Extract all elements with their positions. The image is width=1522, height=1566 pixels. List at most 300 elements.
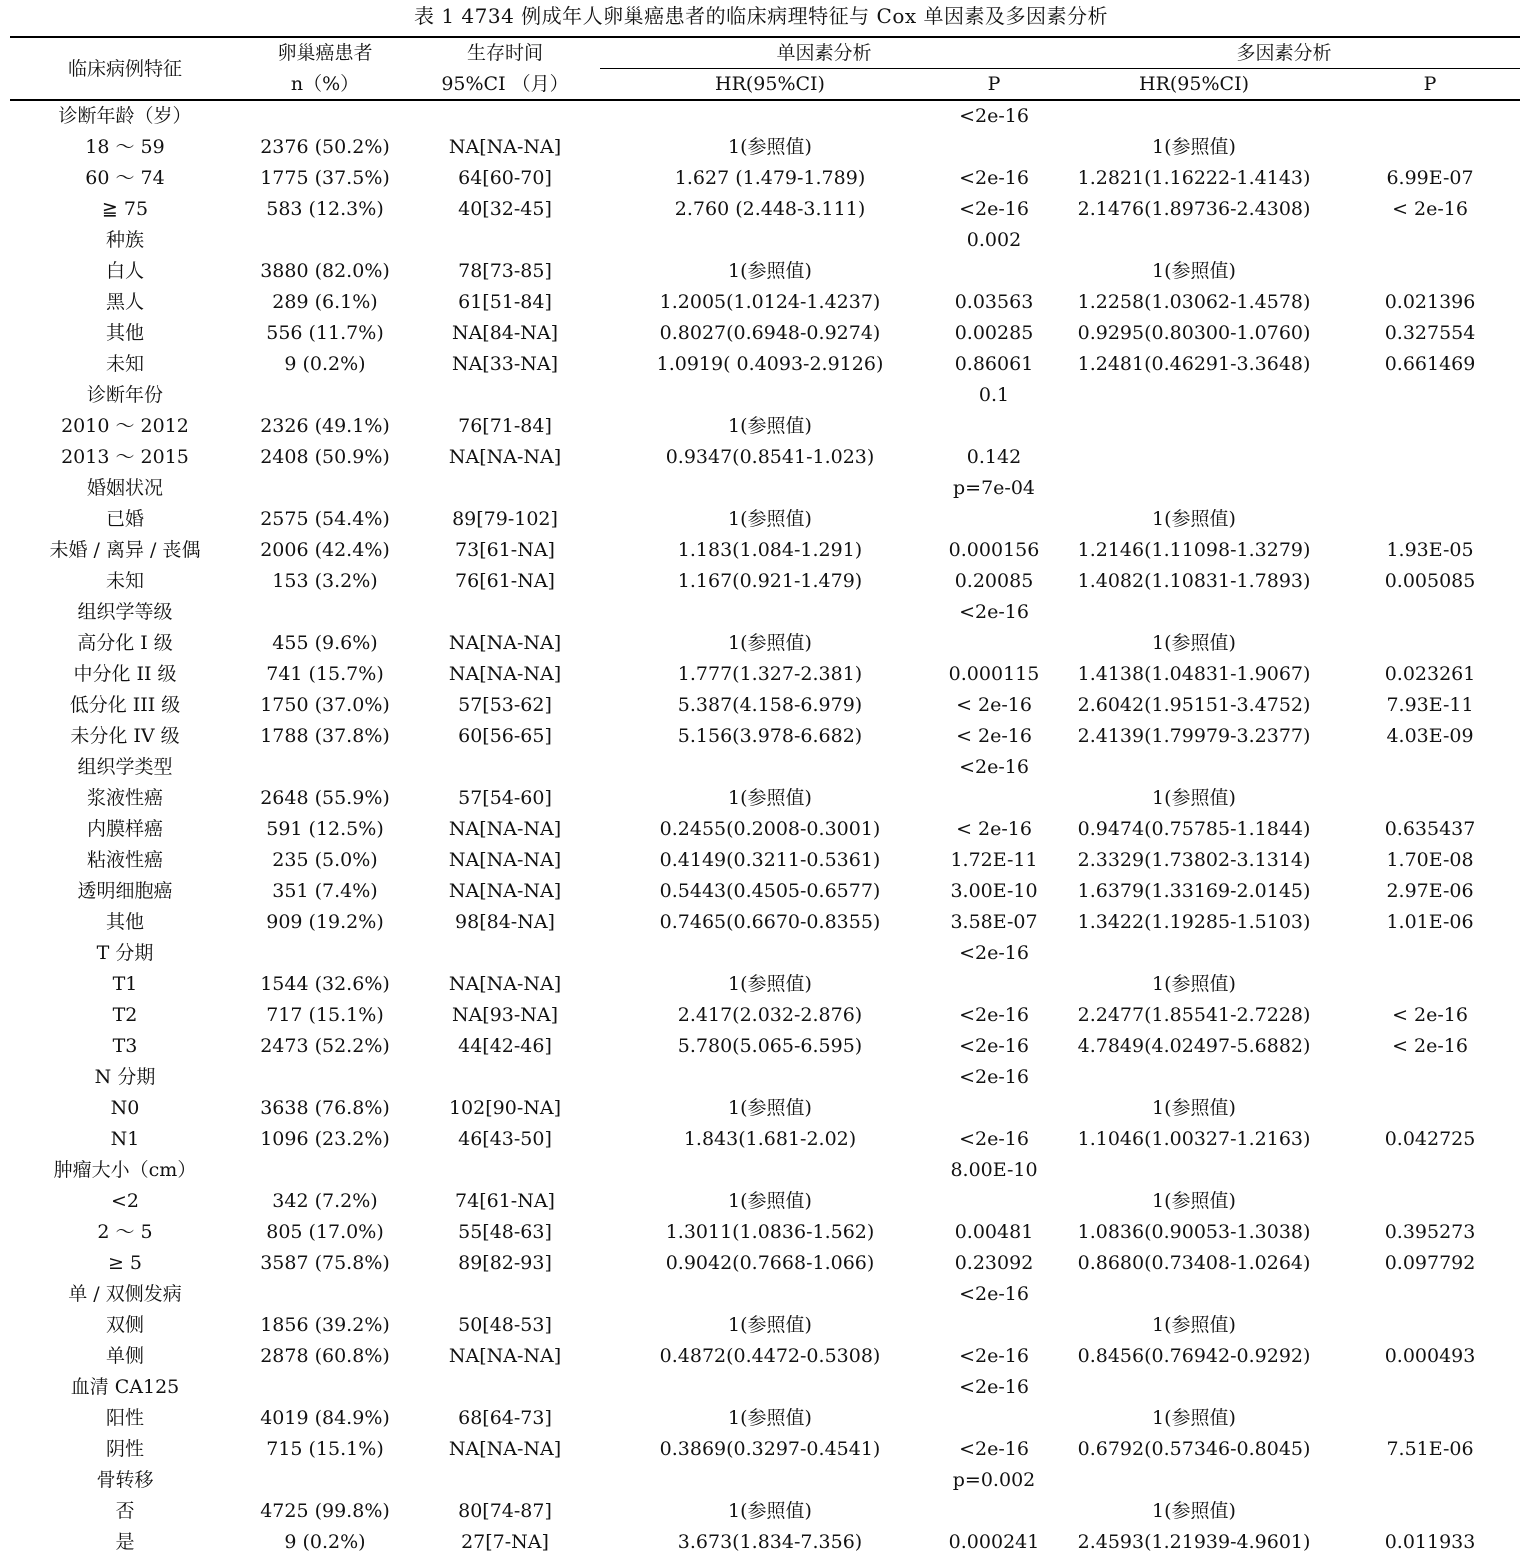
cell-multivariate-p	[1340, 1155, 1520, 1186]
cell-univariate-hr	[600, 100, 940, 132]
cell-multivariate-p	[1340, 380, 1520, 411]
cell-patients: 3587 (75.8%)	[260, 1252, 390, 1274]
cell-univariate-hr: 1(参照值)	[728, 1190, 812, 1212]
cell-patients: 9 (0.2%)	[284, 353, 366, 375]
cell-multivariate-p	[1340, 504, 1520, 535]
cell-feature: 组织学等级	[77, 601, 173, 623]
cell-multivariate-hr: 1(参照值)	[1152, 1407, 1236, 1429]
cell-univariate-p	[940, 969, 1048, 1000]
cell-patients: 2326 (49.1%)	[260, 415, 390, 437]
cell-patients	[240, 752, 410, 783]
cell-univariate-hr: 0.5443(0.4505-0.6577)	[659, 880, 881, 902]
cell-survival: NA[NA-NA]	[448, 663, 562, 685]
cell-feature: 中分化 II 级	[73, 663, 177, 685]
cell-univariate-hr: 5.387(4.158-6.979)	[677, 694, 863, 716]
cell-multivariate-p	[1340, 752, 1520, 783]
cell-multivariate-p	[1340, 1310, 1520, 1341]
cell-univariate-p: <2e-16	[959, 1283, 1029, 1305]
cell-multivariate-hr: 1.2146(1.11098-1.3279)	[1077, 539, 1311, 561]
cell-univariate-p: < 2e-16	[956, 694, 1032, 716]
cell-multivariate-hr: 1(参照值)	[1152, 508, 1236, 530]
cell-multivariate-p	[1340, 969, 1520, 1000]
cell-patients	[240, 225, 410, 256]
cell-survival: NA[NA-NA]	[448, 849, 562, 871]
cell-multivariate-hr	[1048, 442, 1340, 473]
cell-multivariate-p	[1340, 1372, 1520, 1403]
cell-feature: 种族	[105, 229, 144, 251]
cell-multivariate-hr: 1(参照值)	[1152, 260, 1236, 282]
cell-univariate-hr: 0.9347(0.8541-1.023)	[665, 446, 875, 468]
table-row	[10, 1496, 1520, 1527]
cell-survival	[410, 938, 600, 969]
cell-feature: 是	[115, 1531, 135, 1553]
cell-univariate-hr: 2.417(2.032-2.876)	[677, 1004, 863, 1026]
cell-univariate-hr: 1(参照值)	[728, 1314, 812, 1336]
cell-multivariate-hr: 0.8456(0.76942-0.9292)	[1077, 1345, 1311, 1367]
cell-patients	[240, 473, 410, 504]
table-row	[10, 566, 1520, 597]
cell-survival: NA[NA-NA]	[448, 1438, 562, 1460]
header-survival: 生存时间	[410, 37, 600, 69]
cell-univariate-hr	[600, 752, 940, 783]
cell-univariate-hr	[600, 1279, 940, 1310]
cell-feature: 未婚 / 离异 / 丧偶	[49, 539, 201, 561]
cell-univariate-hr: 1.627 (1.479-1.789)	[674, 167, 866, 189]
cell-feature: T3	[112, 1035, 138, 1057]
table-row	[10, 752, 1520, 783]
cell-multivariate-p: 4.03E-09	[1386, 725, 1474, 747]
cell-survival: 61[51-84]	[458, 291, 552, 313]
cell-univariate-p	[940, 132, 1048, 163]
cell-multivariate-p	[1340, 783, 1520, 814]
cell-univariate-p	[940, 783, 1048, 814]
cell-survival	[410, 1062, 600, 1093]
cell-multivariate-hr: 1(参照值)	[1152, 973, 1236, 995]
cell-univariate-hr: 1(参照值)	[728, 415, 812, 437]
table-row	[10, 876, 1520, 907]
cell-univariate-hr	[600, 1372, 940, 1403]
cell-multivariate-hr: 2.4593(1.21939-4.9601)	[1077, 1531, 1311, 1553]
cell-feature: 已婚	[105, 508, 144, 530]
results-table	[10, 36, 1520, 1558]
cell-multivariate-p	[1340, 1062, 1520, 1093]
header-multivariate: 多因素分析	[1048, 37, 1520, 69]
cell-survival	[410, 225, 600, 256]
cell-survival: 44[42-46]	[458, 1035, 552, 1057]
cell-multivariate-hr: 1.1046(1.00327-1.2163)	[1077, 1128, 1311, 1150]
table-row	[10, 1031, 1520, 1062]
cell-univariate-p: <2e-16	[959, 198, 1029, 220]
cell-univariate-p: < 2e-16	[956, 818, 1032, 840]
cell-univariate-hr: 1.2005(1.0124-1.4237)	[659, 291, 881, 313]
cell-patients	[240, 380, 410, 411]
cell-multivariate-p: 0.011933	[1384, 1531, 1476, 1553]
cell-univariate-hr: 1.0919( 0.4093-2.9126)	[656, 353, 884, 375]
cell-survival: 68[64-73]	[458, 1407, 552, 1429]
cell-multivariate-p	[1340, 1093, 1520, 1124]
cell-survival	[410, 100, 600, 132]
cell-survival: 46[43-50]	[458, 1128, 552, 1150]
cell-patients: 591 (12.5%)	[266, 818, 384, 840]
cell-multivariate-p: 0.661469	[1384, 353, 1476, 375]
cell-survival: NA[NA-NA]	[448, 136, 562, 158]
cell-univariate-hr	[600, 225, 940, 256]
cell-feature: 60 ～ 74	[85, 167, 165, 189]
header-patients-unit: n（%）	[240, 69, 410, 101]
cell-survival: 27[7-NA]	[461, 1531, 549, 1553]
cell-multivariate-p	[1340, 256, 1520, 287]
table-row	[10, 1341, 1520, 1372]
cell-feature: 阳性	[105, 1407, 144, 1429]
cell-univariate-hr: 1(参照值)	[728, 508, 812, 530]
cell-multivariate-p	[1340, 225, 1520, 256]
cell-patients	[240, 1372, 410, 1403]
table-row	[10, 225, 1520, 256]
cell-multivariate-hr	[1048, 752, 1340, 783]
cell-univariate-p	[940, 1093, 1048, 1124]
cell-multivariate-hr: 4.7849(4.02497-5.6882)	[1077, 1035, 1311, 1057]
cell-multivariate-hr: 1(参照值)	[1152, 1500, 1236, 1522]
cell-multivariate-p: 0.023261	[1384, 663, 1476, 685]
cell-survival: 76[71-84]	[458, 415, 552, 437]
cell-feature: 双侧	[105, 1314, 144, 1336]
header-multivariate-hr: HR(95%CI)	[1048, 69, 1340, 101]
cell-multivariate-hr	[1048, 1372, 1340, 1403]
cell-patients: 4019 (84.9%)	[260, 1407, 390, 1429]
cell-feature: 透明细胞癌	[77, 880, 173, 902]
cell-patients	[240, 938, 410, 969]
cell-feature: 单 / 双侧发病	[68, 1283, 182, 1305]
table-row	[10, 938, 1520, 969]
cell-univariate-hr: 5.156(3.978-6.682)	[677, 725, 863, 747]
cell-univariate-p: <2e-16	[959, 1035, 1029, 1057]
cell-univariate-p: <2e-16	[959, 756, 1029, 778]
cell-multivariate-p: 1.70E-08	[1386, 849, 1474, 871]
cell-feature: 否	[115, 1500, 135, 1522]
cell-univariate-p: 0.002	[966, 229, 1022, 251]
table-row	[10, 1310, 1520, 1341]
cell-univariate-hr: 1(参照值)	[728, 632, 812, 654]
cell-survival	[410, 1279, 600, 1310]
cell-univariate-p: 3.58E-07	[950, 911, 1038, 933]
cell-patients: 2575 (54.4%)	[260, 508, 390, 530]
cell-feature: T1	[112, 973, 138, 995]
cell-multivariate-hr: 1(参照值)	[1152, 787, 1236, 809]
cell-multivariate-p: 0.021396	[1384, 291, 1476, 313]
cell-multivariate-p: 1.01E-06	[1386, 911, 1474, 933]
cell-patients	[240, 1465, 410, 1496]
cell-univariate-p: 0.000115	[948, 663, 1040, 685]
cell-multivariate-p: 0.005085	[1384, 570, 1476, 592]
cell-survival	[410, 1372, 600, 1403]
cell-patients	[240, 100, 410, 132]
table-row	[10, 1000, 1520, 1031]
cell-feature: 诊断年份	[86, 384, 163, 406]
cell-feature: 18 ～ 59	[85, 136, 165, 158]
cell-feature: ≥ 5	[107, 1252, 143, 1274]
cell-multivariate-hr: 2.6042(1.95151-3.4752)	[1077, 694, 1311, 716]
cell-univariate-p	[940, 628, 1048, 659]
cell-patients: 583 (12.3%)	[266, 198, 384, 220]
cell-univariate-hr: 1.777(1.327-2.381)	[677, 663, 863, 685]
cell-multivariate-hr: 1.2481(0.46291-3.3648)	[1077, 353, 1311, 375]
table-row	[10, 969, 1520, 1000]
cell-patients: 1096 (23.2%)	[260, 1128, 390, 1150]
cell-patients	[240, 1279, 410, 1310]
cell-univariate-p: <2e-16	[959, 1376, 1029, 1398]
cell-univariate-hr: 1.843(1.681-2.02)	[683, 1128, 857, 1150]
cell-univariate-p	[940, 1496, 1048, 1527]
cell-multivariate-hr	[1048, 225, 1340, 256]
cell-multivariate-hr: 0.6792(0.57346-0.8045)	[1077, 1438, 1311, 1460]
cell-feature: 未知	[105, 570, 144, 592]
cell-multivariate-p: < 2e-16	[1392, 1035, 1468, 1057]
cell-feature: 组织学类型	[77, 756, 173, 778]
table-row	[10, 1434, 1520, 1465]
cell-univariate-p: 0.142	[966, 446, 1022, 468]
header-feature: 临床病例特征	[10, 37, 240, 100]
cell-patients: 235 (5.0%)	[272, 849, 378, 871]
cell-feature: N1	[110, 1128, 140, 1150]
cell-survival: 55[48-63]	[458, 1221, 552, 1243]
cell-patients: 3638 (76.8%)	[260, 1097, 390, 1119]
cell-feature: N0	[110, 1097, 140, 1119]
table-row	[10, 380, 1520, 411]
cell-patients: 2376 (50.2%)	[260, 136, 390, 158]
cell-patients: 2878 (60.8%)	[260, 1345, 390, 1367]
table-row	[10, 1217, 1520, 1248]
table-row	[10, 1527, 1520, 1558]
cell-survival: NA[84-NA]	[451, 322, 559, 344]
cell-patients: 805 (17.0%)	[266, 1221, 384, 1243]
table-row	[10, 504, 1520, 535]
cell-univariate-hr: 1(参照值)	[728, 1407, 812, 1429]
cell-multivariate-p: < 2e-16	[1392, 198, 1468, 220]
cell-multivariate-hr: 2.4139(1.79979-3.2377)	[1077, 725, 1311, 747]
cell-univariate-p: 0.000156	[948, 539, 1040, 561]
cell-univariate-hr	[600, 938, 940, 969]
table-row	[10, 473, 1520, 504]
cell-multivariate-p: 0.395273	[1384, 1221, 1476, 1243]
cell-univariate-p	[940, 411, 1048, 442]
cell-patients: 717 (15.1%)	[266, 1004, 384, 1026]
cell-multivariate-hr	[1048, 411, 1340, 442]
cell-univariate-hr: 1.167(0.921-1.479)	[677, 570, 863, 592]
table-row	[10, 194, 1520, 225]
table-row	[10, 1124, 1520, 1155]
cell-survival	[410, 380, 600, 411]
cell-univariate-hr: 0.7465(0.6670-0.8355)	[659, 911, 881, 933]
cell-feature: 2 ～ 5	[97, 1221, 153, 1243]
cell-univariate-hr	[600, 1155, 940, 1186]
cell-patients: 1856 (39.2%)	[260, 1314, 390, 1336]
cell-univariate-p: 0.1	[978, 384, 1010, 406]
cell-univariate-p: 0.86061	[954, 353, 1034, 375]
cell-survival: 89[82-93]	[458, 1252, 552, 1274]
cell-multivariate-p: 2.97E-06	[1386, 880, 1474, 902]
cell-survival	[410, 597, 600, 628]
table-row	[10, 1403, 1520, 1434]
cell-multivariate-hr: 1.6379(1.33169-2.0145)	[1077, 880, 1311, 902]
cell-survival: 57[54-60]	[458, 787, 552, 809]
cell-multivariate-hr: 1(参照值)	[1152, 136, 1236, 158]
cell-survival: 50[48-53]	[458, 1314, 552, 1336]
cell-survival: NA[NA-NA]	[448, 1345, 562, 1367]
cell-univariate-p: <2e-16	[959, 942, 1029, 964]
cell-univariate-p: 0.23092	[954, 1252, 1034, 1274]
cell-survival: NA[NA-NA]	[448, 632, 562, 654]
table-row	[10, 163, 1520, 194]
table-row	[10, 1155, 1520, 1186]
cell-multivariate-hr: 1(参照值)	[1152, 1314, 1236, 1336]
cell-univariate-hr: 1(参照值)	[728, 973, 812, 995]
cell-multivariate-hr	[1048, 938, 1340, 969]
cell-patients: 342 (7.2%)	[272, 1190, 378, 1212]
cell-multivariate-p: < 2e-16	[1392, 1004, 1468, 1026]
cell-univariate-hr: 1.183(1.084-1.291)	[677, 539, 863, 561]
cell-univariate-p: 0.03563	[954, 291, 1034, 313]
cell-univariate-hr: 5.780(5.065-6.595)	[677, 1035, 863, 1057]
table-title: 表 1 4734 例成年人卵巢癌患者的临床病理特征与 Cox 单因素及多因素分析	[413, 4, 1109, 28]
cell-multivariate-p: 7.51E-06	[1386, 1438, 1474, 1460]
cell-univariate-hr: 0.2455(0.2008-0.3001)	[659, 818, 881, 840]
table-row	[10, 535, 1520, 566]
table-row	[10, 1186, 1520, 1217]
cell-univariate-p	[940, 1186, 1048, 1217]
cell-survival: NA[NA-NA]	[448, 446, 562, 468]
header-multivariate-p: P	[1340, 69, 1520, 101]
cell-survival: NA[93-NA]	[451, 1004, 559, 1026]
cell-patients: 909 (19.2%)	[266, 911, 384, 933]
table-row	[10, 442, 1520, 473]
cell-univariate-p: <2e-16	[959, 1128, 1029, 1150]
cell-feature: 未分化 IV 级	[70, 725, 180, 747]
cell-survival	[410, 752, 600, 783]
cell-multivariate-hr	[1048, 380, 1340, 411]
table-row	[10, 349, 1520, 380]
cell-patients: 2648 (55.9%)	[260, 787, 390, 809]
cell-multivariate-hr: 0.9295(0.80300-1.0760)	[1077, 322, 1311, 344]
header-univariate: 单因素分析	[600, 37, 1048, 69]
cell-survival: 78[73-85]	[458, 260, 552, 282]
cell-survival: 57[53-62]	[458, 694, 552, 716]
cell-univariate-hr	[600, 597, 940, 628]
cell-univariate-hr: 0.3869(0.3297-0.4541)	[659, 1438, 881, 1460]
cell-feature: N 分期	[94, 1066, 156, 1088]
cell-feature: 浆液性癌	[86, 787, 163, 809]
cell-univariate-hr: 0.4872(0.4472-0.5308)	[659, 1345, 881, 1367]
cell-feature: 高分化 I 级	[77, 632, 173, 654]
cell-patients: 741 (15.7%)	[266, 663, 384, 685]
cell-patients: 455 (9.6%)	[272, 632, 378, 654]
cell-multivariate-hr: 2.1476(1.89736-2.4308)	[1077, 198, 1311, 220]
cell-feature: 白人	[105, 260, 144, 282]
cell-multivariate-hr: 0.8680(0.73408-1.0264)	[1077, 1252, 1311, 1274]
cell-feature: T2	[112, 1004, 138, 1026]
cell-multivariate-hr: 1.0836(0.90053-1.3038)	[1077, 1221, 1311, 1243]
cell-patients	[240, 1155, 410, 1186]
cell-multivariate-hr	[1048, 100, 1340, 132]
cell-patients: 1775 (37.5%)	[260, 167, 390, 189]
cell-multivariate-p: 0.097792	[1384, 1252, 1476, 1274]
cell-feature: 2013 ～ 2015	[61, 446, 189, 468]
cell-multivariate-p: 0.327554	[1384, 322, 1476, 344]
cell-univariate-p: 0.20085	[954, 570, 1034, 592]
cell-univariate-hr: 1(参照值)	[728, 260, 812, 282]
cell-feature: 骨转移	[96, 1469, 154, 1491]
cell-feature: 阴性	[105, 1438, 144, 1460]
table-row	[10, 845, 1520, 876]
table-row	[10, 1279, 1520, 1310]
cell-univariate-p: 8.00E-10	[950, 1159, 1038, 1181]
table-row	[10, 1248, 1520, 1279]
cell-feature: T 分期	[96, 942, 154, 964]
cell-survival: 102[90-NA]	[448, 1097, 562, 1119]
cell-univariate-p: 1.72E-11	[950, 849, 1038, 871]
cell-feature: 未知	[105, 353, 144, 375]
cell-univariate-hr	[600, 380, 940, 411]
cell-multivariate-hr: 1.2258(1.03062-1.4578)	[1077, 291, 1311, 313]
cell-patients: 289 (6.1%)	[272, 291, 378, 313]
cell-univariate-p: 3.00E-10	[950, 880, 1038, 902]
table-row	[10, 1372, 1520, 1403]
cell-univariate-hr	[600, 473, 940, 504]
cell-patients: 715 (15.1%)	[266, 1438, 384, 1460]
cell-univariate-hr: 1.3011(1.0836-1.562)	[665, 1221, 875, 1243]
cell-survival: NA[NA-NA]	[448, 973, 562, 995]
cell-multivariate-hr	[1048, 473, 1340, 504]
cell-multivariate-p: 0.042725	[1384, 1128, 1476, 1150]
cell-multivariate-p	[1340, 1465, 1520, 1496]
cell-survival: 76[61-NA]	[455, 570, 555, 592]
cell-patients: 4725 (99.8%)	[260, 1500, 390, 1522]
cell-multivariate-hr	[1048, 1155, 1340, 1186]
cell-feature: 内膜样癌	[86, 818, 163, 840]
cell-multivariate-hr	[1048, 1465, 1340, 1496]
cell-univariate-hr: 0.9042(0.7668-1.066)	[665, 1252, 875, 1274]
cell-multivariate-p	[1340, 1403, 1520, 1434]
cell-univariate-p: <2e-16	[959, 1004, 1029, 1026]
cell-univariate-p: 0.000241	[948, 1531, 1040, 1553]
cell-multivariate-p	[1340, 132, 1520, 163]
cell-patients: 9 (0.2%)	[284, 1531, 366, 1553]
cell-feature: ≧ 75	[101, 198, 149, 220]
cell-univariate-hr: 1(参照值)	[728, 787, 812, 809]
cell-multivariate-hr	[1048, 1062, 1340, 1093]
cell-univariate-hr: 0.4149(0.3211-0.5361)	[659, 849, 881, 871]
cell-multivariate-hr	[1048, 1279, 1340, 1310]
table-row	[10, 318, 1520, 349]
cell-univariate-p	[940, 1310, 1048, 1341]
cell-multivariate-p	[1340, 1279, 1520, 1310]
cell-multivariate-p	[1340, 442, 1520, 473]
cell-multivariate-p: 6.99E-07	[1386, 167, 1474, 189]
header-univariate-p: P	[940, 69, 1048, 101]
cell-feature: 黑人	[105, 291, 144, 313]
table-row	[10, 132, 1520, 163]
cell-multivariate-hr: 2.2477(1.85541-2.7228)	[1077, 1004, 1311, 1026]
cell-feature: 单侧	[105, 1345, 144, 1367]
cell-multivariate-p	[1340, 597, 1520, 628]
cell-survival: 89[79-102]	[452, 508, 558, 530]
cell-univariate-p: 0.00481	[954, 1221, 1034, 1243]
table-row	[10, 100, 1520, 132]
cell-multivariate-hr: 1.3422(1.19285-1.5103)	[1077, 911, 1311, 933]
table-row	[10, 814, 1520, 845]
cell-univariate-hr: 0.8027(0.6948-0.9274)	[659, 322, 881, 344]
cell-univariate-p: <2e-16	[959, 1438, 1029, 1460]
cell-univariate-p: p=0.002	[952, 1469, 1036, 1491]
